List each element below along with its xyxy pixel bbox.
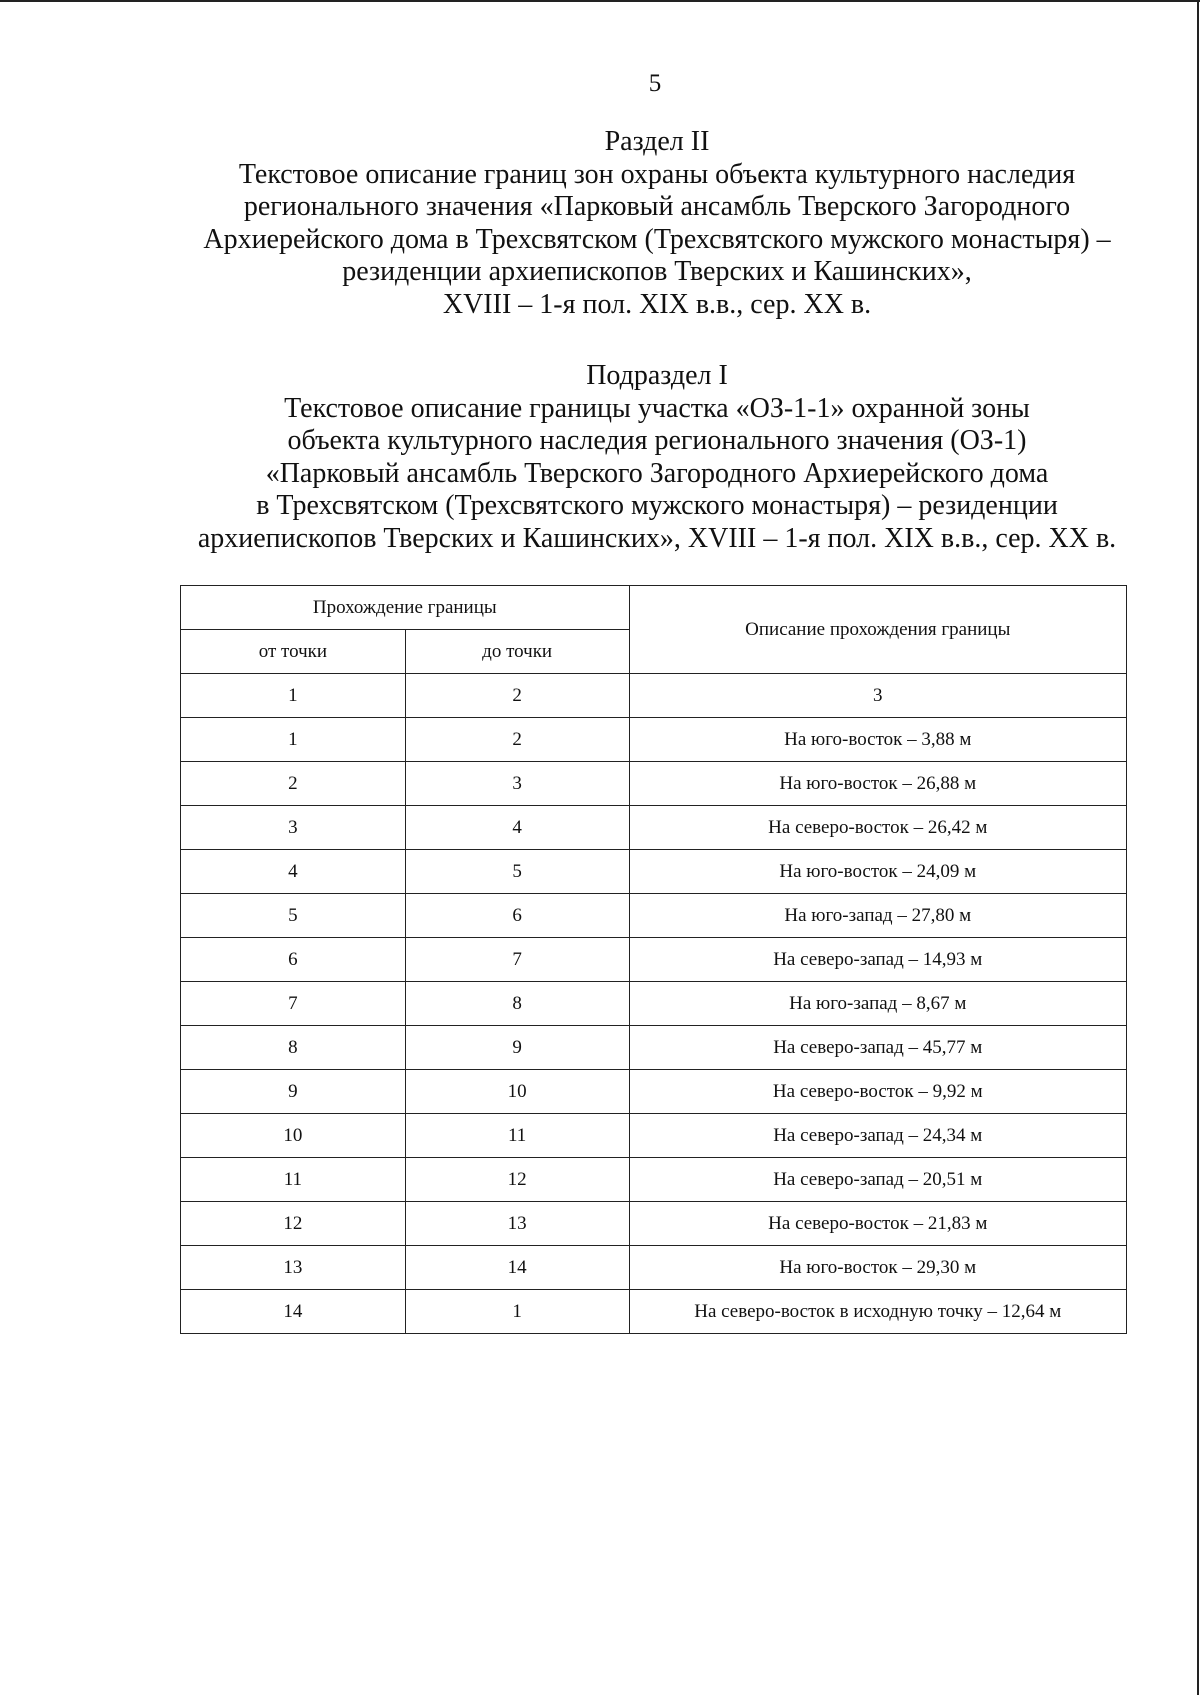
subsection-heading: [160, 360, 1154, 555]
from-point-cell: 5: [181, 894, 406, 938]
description-cell: На юго-запад – 8,67 м: [629, 982, 1126, 1026]
to-point-cell: 8: [405, 982, 629, 1026]
scan-top-edge: [0, 0, 1200, 2]
to-point-cell: 6: [405, 894, 629, 938]
table-row: [181, 1026, 1127, 1070]
from-point-cell: 14: [181, 1290, 406, 1334]
column-number-cell: 1: [181, 674, 406, 718]
section-text-line: XVIII – 1-я пол. XIX в.в., сер. XX в.: [442, 288, 872, 320]
table-row: [181, 1070, 1127, 1114]
from-point-cell: 10: [181, 1114, 406, 1158]
table-row: [181, 1114, 1127, 1158]
to-point-cell: 10: [405, 1070, 629, 1114]
subsection-text-line: в Трехсвятском (Трехсвятского мужского монастыря) – резиденции: [256, 490, 1058, 521]
table-row: [181, 894, 1127, 938]
description-cell: На северо-восток – 21,83 м: [629, 1202, 1126, 1246]
column-number-cell: 2: [405, 674, 629, 718]
section-title: Раздел II: [604, 126, 710, 157]
section-text-line: регионального значения «Парковый ансамбль Тверского Загородного: [243, 191, 1071, 222]
description-cell: На северо-восток – 9,92 м: [629, 1070, 1126, 1114]
column-numbering-row: [181, 674, 1127, 718]
table-row: [181, 1246, 1127, 1290]
to-point-cell: 5: [405, 850, 629, 894]
section-heading: [160, 126, 1154, 321]
from-point-cell: 8: [181, 1026, 406, 1070]
description-cell: На юго-восток – 24,09 м: [629, 850, 1126, 894]
description-header-cell: Описание прохождения границы: [629, 586, 1126, 674]
from-point-cell: 12: [181, 1202, 406, 1246]
to-point-cell: 4: [405, 806, 629, 850]
description-cell: На северо-запад – 45,77 м: [629, 1026, 1126, 1070]
group-header-cell: Прохождение границы: [181, 586, 630, 630]
description-cell: На северо-запад – 20,51 м: [629, 1158, 1126, 1202]
to-point-cell: 2: [405, 718, 629, 762]
from-point-cell: 6: [181, 938, 406, 982]
table-row: [181, 1158, 1127, 1202]
section-text-line: резиденции архиепископов Тверских и Кашинских»,: [342, 256, 972, 287]
page-number: 5: [648, 70, 662, 97]
table-row: [181, 1202, 1127, 1246]
description-cell: На юго-восток – 26,88 м: [629, 762, 1126, 806]
from-point-cell: 3: [181, 806, 406, 850]
from-point-cell: 2: [181, 762, 406, 806]
table-row: [181, 850, 1127, 894]
boundary-table: [180, 585, 1127, 1334]
to-point-cell: 9: [405, 1026, 629, 1070]
to-point-cell: 1: [405, 1290, 629, 1334]
to-point-cell: 7: [405, 938, 629, 982]
to-point-cell: 13: [405, 1202, 629, 1246]
column-number-cell: 3: [629, 674, 1126, 718]
description-cell: На северо-восток – 26,42 м: [629, 806, 1126, 850]
subsection-text-line: архиепископов Тверских и Кашинских», XVIII – 1-я пол. XIX в.в., сер. XX в.: [197, 522, 1117, 554]
section-text-line: Архиерейского дома в Трехсвятском (Трехсвятского мужского монастыря) –: [203, 223, 1111, 255]
from-point-cell: 7: [181, 982, 406, 1026]
to-point-cell: 12: [405, 1158, 629, 1202]
from-point-cell: 13: [181, 1246, 406, 1290]
to-point-cell: 3: [405, 762, 629, 806]
from-point-cell: 4: [181, 850, 406, 894]
to-point-cell: 14: [405, 1246, 629, 1290]
description-cell: На северо-запад – 14,93 м: [629, 938, 1126, 982]
from-point-cell: 11: [181, 1158, 406, 1202]
table-row: [181, 982, 1127, 1026]
from-point-header-cell: от точки: [181, 630, 406, 674]
section-text-line: Текстовое описание границ зон охраны объекта культурного наследия: [238, 158, 1076, 190]
to-point-cell: 11: [405, 1114, 629, 1158]
boundary-table-body: [181, 718, 1127, 1334]
table-row: [181, 718, 1127, 762]
subsection-title: Подраздел I: [586, 360, 728, 391]
description-cell: На юго-восток – 29,30 м: [629, 1246, 1126, 1290]
from-point-cell: 9: [181, 1070, 406, 1114]
description-cell: На северо-запад – 24,34 м: [629, 1114, 1126, 1158]
table-row: [181, 938, 1127, 982]
subsection-text-line: объекта культурного наследия регионального значения (ОЗ-1): [287, 425, 1027, 456]
to-point-header-cell: до точки: [405, 630, 629, 674]
subsection-text-line: Текстовое описание границы участка «ОЗ-1-1» охранной зоны: [284, 392, 1030, 424]
table-row: [181, 1290, 1127, 1334]
description-cell: На северо-восток в исходную точку – 12,64 м: [629, 1290, 1126, 1334]
subsection-text-line: «Парковый ансамбль Тверского Загородного Архиерейского дома: [265, 457, 1049, 489]
scan-right-edge: [1197, 0, 1199, 1695]
table-row: [181, 806, 1127, 850]
table-row: [181, 762, 1127, 806]
description-cell: На юго-восток – 3,88 м: [629, 718, 1126, 762]
description-cell: На юго-запад – 27,80 м: [629, 894, 1126, 938]
from-point-cell: 1: [181, 718, 406, 762]
table-header-row: [181, 586, 1127, 630]
